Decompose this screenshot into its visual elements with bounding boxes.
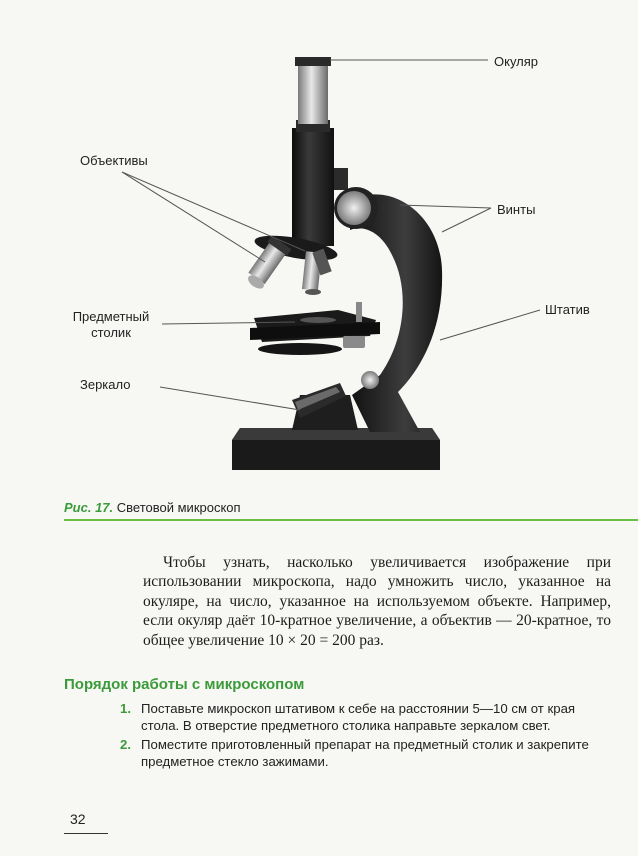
page-number: 32	[70, 811, 86, 827]
page-number-rule	[64, 833, 108, 834]
step-text: Поместите приготовленный препарат на предметный столик и закрепите предметное стекло зажимами.	[141, 737, 589, 769]
label-objectives: Объективы	[80, 153, 148, 168]
body-paragraph: Чтобы узнать, насколько увеличивается изображение при использовании микроскопа, надо умножить число, указанное на окуляре, на число, указанное на используемом объекте. Например, если окуляр даёт 10-кратное увеличение, а объектив — 20-кратное, то общее увеличение 10 × 20 = 200 раз.	[143, 554, 611, 649]
coarse-focus-knob	[334, 187, 378, 229]
microscope-arm	[350, 194, 442, 432]
steps-list	[120, 700, 610, 772]
step-number: 1.	[120, 701, 131, 716]
caption-number: Рис. 17.	[64, 500, 114, 515]
label-stand: Штатив	[545, 302, 590, 317]
microscope-base	[232, 395, 440, 470]
label-stage	[66, 309, 156, 341]
label-mirror: Зеркало	[80, 377, 131, 392]
list-item	[120, 736, 610, 770]
figure-caption	[64, 500, 241, 515]
label-eyepiece: Окуляр	[494, 54, 539, 69]
caption-divider	[64, 519, 638, 521]
body-tube	[292, 120, 348, 246]
label-stage-line1: Предметный	[72, 309, 150, 324]
label-stage-line2: столик	[91, 325, 131, 340]
step-number: 2.	[120, 737, 131, 752]
caption-text: Световой микроскоп	[116, 500, 241, 515]
step-text: Поставьте микроскоп штативом к себе на расстоянии 5—10 см от края стола. В отверстие предметного столика направьте зеркалом свет.	[141, 701, 576, 733]
eyepiece	[295, 57, 331, 124]
stage	[250, 302, 380, 355]
label-screws: Винты	[497, 202, 536, 217]
fine-focus-knob	[361, 371, 379, 389]
section-heading: Порядок работы с микроскопом	[64, 676, 305, 693]
list-item	[120, 700, 610, 734]
